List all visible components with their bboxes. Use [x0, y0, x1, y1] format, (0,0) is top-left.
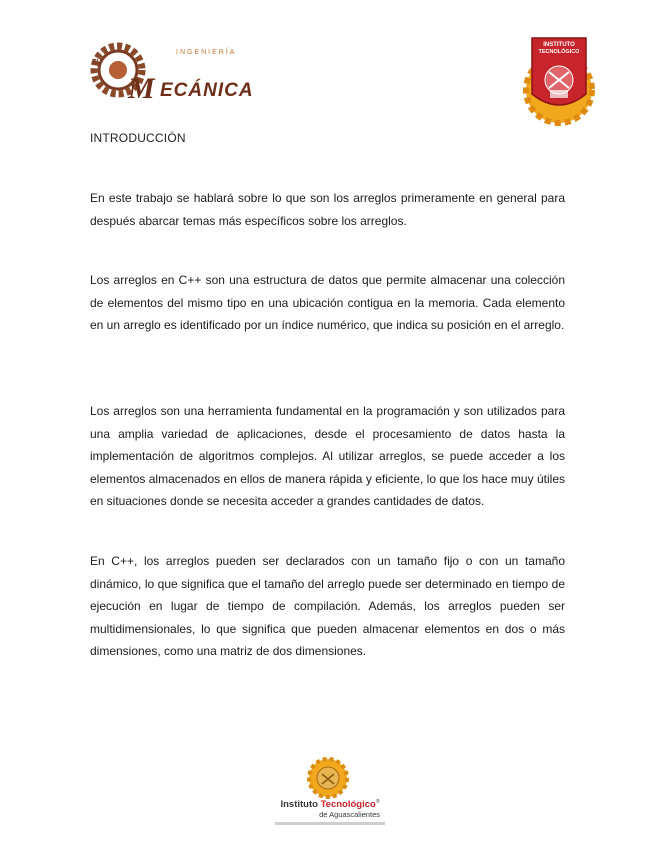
footer-brand-sub: de Aguascalientes: [319, 810, 380, 820]
footer-brand-part2: Tecnológico: [320, 799, 376, 811]
paragraph: En este trabajo se hablará sobre lo que son los arreglos primeramente en general para después abarcar temas más específicos sobre los arreglos.: [90, 191, 565, 228]
svg-text:INGENIERÍA: INGENIERÍA: [176, 49, 237, 56]
footer-brand-part1: Instituto: [280, 799, 318, 811]
svg-text:TECNOLÓGICO: TECNOLÓGICO: [538, 49, 580, 55]
footer-divider: [275, 822, 385, 825]
paragraph: En C++, los arreglos pueden ser declarados con un tamaño fijo o con un tamaño dinámico, lo que significa que el tamaño del arreglo puede ser determinado en tiempo de ejecución en lugar de tiempo de compilación. Además, los arreglos pueden ser multidimensionales, lo que significa que pueden almacenar elementos en dos o más dimensiones, como una matriz de dos dimensiones.: [90, 554, 565, 658]
svg-text:M: M: [128, 72, 155, 105]
paragraph: Los arreglos son una herramienta fundamental en la programación y son utilizados para una amplia variedad de aplicaciones, desde el procesamiento de datos hasta la implementación de algoritmos complejos. Al utilizar arreglos, se puede acceder a los elementos almacenados en ellos de manera rápida y eficiente, lo que los hace muy útiles en situaciones donde se necesita acceder a grandes cantidades de datos.: [90, 404, 565, 508]
footer-brand: Instituto Tecnológico® de Aguascalientes: [270, 799, 390, 819]
instituto-tecnologico-shield: [522, 34, 596, 130]
svg-text:INSTITUTO: INSTITUTO: [543, 42, 575, 48]
paragraph: Los arreglos en C++ son una estructura de datos que permite almacenar una colección de elementos del mismo tipo en una ubicación contigua en la memoria. Cada elemento en un arreglo es identificado por un índice numérico, que indica su posición en el arreglo.: [90, 273, 565, 332]
svg-text:EL: EL: [92, 59, 101, 66]
page-title: INTRODUCCIÓN: [90, 131, 186, 145]
mecanica-logo: [88, 34, 254, 108]
instituto-seal-icon: [307, 757, 349, 799]
svg-text:ECÁNICA: ECÁNICA: [160, 80, 254, 101]
